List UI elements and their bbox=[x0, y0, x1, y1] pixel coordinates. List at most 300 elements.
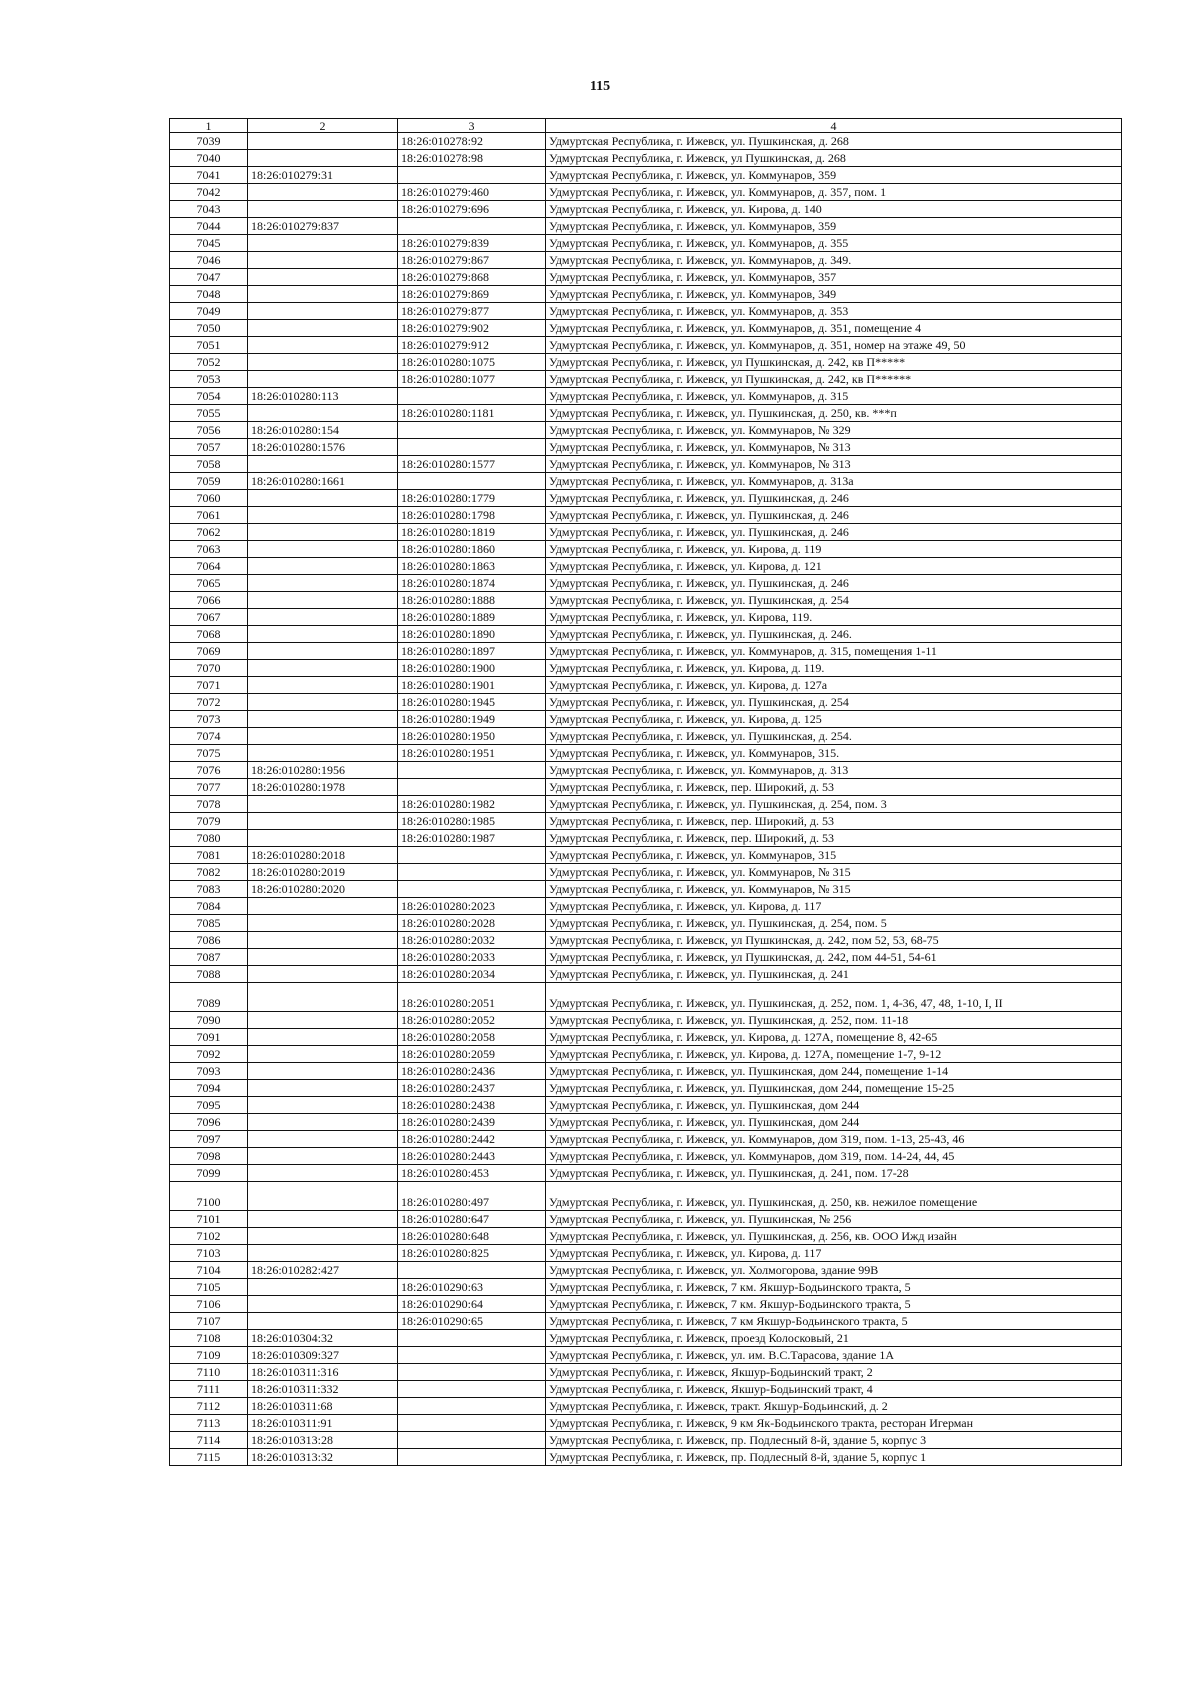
address-cell: Удмуртская Республика, г. Ижевск, ул. Коммунаров, № 329 bbox=[546, 422, 1122, 439]
address-cell: Удмуртская Республика, г. Ижевск, тракт. Якшур-Бодьинский, д. 2 bbox=[546, 1398, 1122, 1415]
building-cadastral-cell: 18:26:010290:64 bbox=[398, 1296, 546, 1313]
row-number-cell: 7049 bbox=[170, 303, 248, 320]
table-row bbox=[170, 660, 1122, 677]
table-row bbox=[170, 728, 1122, 745]
table-row bbox=[170, 541, 1122, 558]
land-cadastral-cell: 18:26:010311:332 bbox=[248, 1381, 398, 1398]
building-cadastral-cell: 18:26:010279:902 bbox=[398, 320, 546, 337]
land-cadastral-cell bbox=[248, 966, 398, 983]
building-cadastral-cell bbox=[398, 473, 546, 490]
table-row bbox=[170, 711, 1122, 728]
table-row bbox=[170, 932, 1122, 949]
building-cadastral-cell: 18:26:010280:648 bbox=[398, 1228, 546, 1245]
building-cadastral-cell: 18:26:010279:912 bbox=[398, 337, 546, 354]
land-cadastral-cell bbox=[248, 932, 398, 949]
building-cadastral-cell: 18:26:010280:1798 bbox=[398, 507, 546, 524]
row-number-cell: 7095 bbox=[170, 1097, 248, 1114]
row-number-cell: 7096 bbox=[170, 1114, 248, 1131]
address-cell: Удмуртская Республика, г. Ижевск, ул. Пушкинская, д. 246. bbox=[546, 626, 1122, 643]
row-number-cell: 7064 bbox=[170, 558, 248, 575]
table-row bbox=[170, 1165, 1122, 1182]
building-cadastral-cell: 18:26:010280:1863 bbox=[398, 558, 546, 575]
address-cell: Удмуртская Республика, г. Ижевск, ул. Коммунаров, 359 bbox=[546, 167, 1122, 184]
land-cadastral-cell: 18:26:010280:1978 bbox=[248, 779, 398, 796]
land-cadastral-cell bbox=[248, 1012, 398, 1029]
table-row bbox=[170, 184, 1122, 201]
table-row bbox=[170, 1296, 1122, 1313]
row-number-cell: 7089 bbox=[170, 983, 248, 1012]
building-cadastral-cell: 18:26:010280:2443 bbox=[398, 1148, 546, 1165]
table-row bbox=[170, 337, 1122, 354]
table-row bbox=[170, 1330, 1122, 1347]
building-cadastral-cell bbox=[398, 167, 546, 184]
row-number-cell: 7055 bbox=[170, 405, 248, 422]
table-row bbox=[170, 677, 1122, 694]
row-number-cell: 7066 bbox=[170, 592, 248, 609]
address-cell: Удмуртская Республика, г. Ижевск, пр. Подлесный 8-й, здание 5, корпус 3 bbox=[546, 1432, 1122, 1449]
address-cell: Удмуртская Республика, г. Ижевск, ул. Пушкинская, № 256 bbox=[546, 1211, 1122, 1228]
address-cell: Удмуртская Республика, г. Ижевск, ул. Кирова, д. 140 bbox=[546, 201, 1122, 218]
row-number-cell: 7092 bbox=[170, 1046, 248, 1063]
table-row bbox=[170, 167, 1122, 184]
table-row bbox=[170, 1432, 1122, 1449]
address-cell: Удмуртская Республика, г. Ижевск, ул. Пушкинская, д. 254 bbox=[546, 694, 1122, 711]
row-number-cell: 7102 bbox=[170, 1228, 248, 1245]
land-cadastral-cell bbox=[248, 286, 398, 303]
row-number-cell: 7113 bbox=[170, 1415, 248, 1432]
row-number-cell: 7039 bbox=[170, 133, 248, 150]
address-cell: Удмуртская Республика, г. Ижевск, ул. Пушкинская, д. 254, пом. 3 bbox=[546, 796, 1122, 813]
land-cadastral-cell: 18:26:010280:1661 bbox=[248, 473, 398, 490]
row-number-cell: 7100 bbox=[170, 1182, 248, 1211]
address-cell: Удмуртская Республика, г. Ижевск, ул Пушкинская, д. 268 bbox=[546, 150, 1122, 167]
row-number-cell: 7081 bbox=[170, 847, 248, 864]
building-cadastral-cell: 18:26:010280:1890 bbox=[398, 626, 546, 643]
land-cadastral-cell bbox=[248, 677, 398, 694]
address-cell: Удмуртская Республика, г. Ижевск, ул. Коммунаров, 359 bbox=[546, 218, 1122, 235]
row-number-cell: 7053 bbox=[170, 371, 248, 388]
address-cell: Удмуртская Республика, г. Ижевск, ул. Коммунаров, д. 313а bbox=[546, 473, 1122, 490]
table-row bbox=[170, 456, 1122, 473]
address-cell: Удмуртская Республика, г. Ижевск, ул. Пушкинская, дом 244, помещение 1-14 bbox=[546, 1063, 1122, 1080]
address-cell: Удмуртская Республика, г. Ижевск, ул. Пушкинская, д. 254, пом. 5 bbox=[546, 915, 1122, 932]
building-cadastral-cell: 18:26:010280:647 bbox=[398, 1211, 546, 1228]
building-cadastral-cell bbox=[398, 1432, 546, 1449]
building-cadastral-cell: 18:26:010279:867 bbox=[398, 252, 546, 269]
building-cadastral-cell: 18:26:010280:453 bbox=[398, 1165, 546, 1182]
building-cadastral-cell: 18:26:010279:868 bbox=[398, 269, 546, 286]
table-row bbox=[170, 1182, 1122, 1211]
address-cell: Удмуртская Республика, г. Ижевск, ул. Коммунаров, д. 351, номер на этаже 49, 50 bbox=[546, 337, 1122, 354]
land-cadastral-cell bbox=[248, 1063, 398, 1080]
address-cell: Удмуртская Республика, г. Ижевск, 7 км. Якшур-Бодьинского тракта, 5 bbox=[546, 1279, 1122, 1296]
row-number-cell: 7075 bbox=[170, 745, 248, 762]
address-cell: Удмуртская Республика, г. Ижевск, Якшур-Бодьинский тракт, 2 bbox=[546, 1364, 1122, 1381]
building-cadastral-cell: 18:26:010279:877 bbox=[398, 303, 546, 320]
land-cadastral-cell: 18:26:010280:154 bbox=[248, 422, 398, 439]
table-row bbox=[170, 898, 1122, 915]
building-cadastral-cell: 18:26:010290:65 bbox=[398, 1313, 546, 1330]
land-cadastral-cell bbox=[248, 949, 398, 966]
land-cadastral-cell bbox=[248, 252, 398, 269]
row-number-cell: 7086 bbox=[170, 932, 248, 949]
address-cell: Удмуртская Республика, г. Ижевск, ул. Пушкинская, д. 250, кв. нежилое помещение bbox=[546, 1182, 1122, 1211]
table-row bbox=[170, 1279, 1122, 1296]
land-cadastral-cell bbox=[248, 575, 398, 592]
table-row bbox=[170, 779, 1122, 796]
address-cell: Удмуртская Республика, г. Ижевск, ул. Коммунаров, д. 351, помещение 4 bbox=[546, 320, 1122, 337]
building-cadastral-cell: 18:26:010279:460 bbox=[398, 184, 546, 201]
land-cadastral-cell: 18:26:010311:316 bbox=[248, 1364, 398, 1381]
land-cadastral-cell bbox=[248, 456, 398, 473]
table-row bbox=[170, 1313, 1122, 1330]
row-number-cell: 7047 bbox=[170, 269, 248, 286]
column-header-4: 4 bbox=[546, 119, 1122, 133]
address-cell: Удмуртская Республика, г. Ижевск, ул. Коммунаров, д. 355 bbox=[546, 235, 1122, 252]
address-cell: Удмуртская Республика, г. Ижевск, ул. Кирова, д. 127А, помещение 1-7, 9-12 bbox=[546, 1046, 1122, 1063]
building-cadastral-cell bbox=[398, 1449, 546, 1466]
row-number-cell: 7112 bbox=[170, 1398, 248, 1415]
row-number-cell: 7072 bbox=[170, 694, 248, 711]
address-cell: Удмуртская Республика, г. Ижевск, ул. Кирова, д. 127а bbox=[546, 677, 1122, 694]
address-cell: Удмуртская Республика, г. Ижевск, ул. Пушкинская, д. 268 bbox=[546, 133, 1122, 150]
row-number-cell: 7070 bbox=[170, 660, 248, 677]
table-row bbox=[170, 966, 1122, 983]
building-cadastral-cell: 18:26:010280:2023 bbox=[398, 898, 546, 915]
land-cadastral-cell: 18:26:010280:2019 bbox=[248, 864, 398, 881]
table-row bbox=[170, 269, 1122, 286]
table-row bbox=[170, 643, 1122, 660]
address-cell: Удмуртская Республика, г. Ижевск, пер. Широкий, д. 53 bbox=[546, 813, 1122, 830]
building-cadastral-cell: 18:26:010280:2059 bbox=[398, 1046, 546, 1063]
row-number-cell: 7074 bbox=[170, 728, 248, 745]
table-row bbox=[170, 490, 1122, 507]
row-number-cell: 7054 bbox=[170, 388, 248, 405]
address-cell: Удмуртская Республика, г. Ижевск, ул. Пушкинская, д. 246 bbox=[546, 490, 1122, 507]
land-cadastral-cell bbox=[248, 728, 398, 745]
table-row bbox=[170, 1364, 1122, 1381]
address-cell: Удмуртская Республика, г. Ижевск, ул. Коммунаров, д. 353 bbox=[546, 303, 1122, 320]
row-number-cell: 7041 bbox=[170, 167, 248, 184]
address-cell: Удмуртская Республика, г. Ижевск, 9 км Як-Бодьинского тракта, ресторан Игерман bbox=[546, 1415, 1122, 1432]
address-cell: Удмуртская Республика, г. Ижевск, ул. Пушкинская, д. 250, кв. ***п bbox=[546, 405, 1122, 422]
row-number-cell: 7044 bbox=[170, 218, 248, 235]
table-row bbox=[170, 881, 1122, 898]
table-row bbox=[170, 1398, 1122, 1415]
table-row bbox=[170, 439, 1122, 456]
table-row bbox=[170, 1097, 1122, 1114]
table-row bbox=[170, 1262, 1122, 1279]
building-cadastral-cell: 18:26:010280:2033 bbox=[398, 949, 546, 966]
row-number-cell: 7062 bbox=[170, 524, 248, 541]
land-cadastral-cell bbox=[248, 133, 398, 150]
building-cadastral-cell: 18:26:010280:1945 bbox=[398, 694, 546, 711]
address-cell: Удмуртская Республика, г. Ижевск, ул. Пушкинская, д. 252, пом. 11-18 bbox=[546, 1012, 1122, 1029]
land-cadastral-cell bbox=[248, 745, 398, 762]
land-cadastral-cell bbox=[248, 150, 398, 167]
land-cadastral-cell bbox=[248, 694, 398, 711]
address-cell: Удмуртская Республика, г. Ижевск, ул. Коммунаров, д. 315 bbox=[546, 388, 1122, 405]
table-row bbox=[170, 949, 1122, 966]
table-row bbox=[170, 1148, 1122, 1165]
row-number-cell: 7076 bbox=[170, 762, 248, 779]
table-row bbox=[170, 983, 1122, 1012]
table-row bbox=[170, 626, 1122, 643]
table-row bbox=[170, 864, 1122, 881]
address-cell: Удмуртская Республика, г. Ижевск, ул. Кирова, д. 125 bbox=[546, 711, 1122, 728]
address-cell: Удмуртская Республика, г. Ижевск, пр. Подлесный 8-й, здание 5, корпус 1 bbox=[546, 1449, 1122, 1466]
building-cadastral-cell: 18:26:010280:1949 bbox=[398, 711, 546, 728]
building-cadastral-cell bbox=[398, 864, 546, 881]
building-cadastral-cell: 18:26:010280:1897 bbox=[398, 643, 546, 660]
address-cell: Удмуртская Республика, г. Ижевск, ул. Пушкинская, дом 244 bbox=[546, 1097, 1122, 1114]
building-cadastral-cell bbox=[398, 439, 546, 456]
building-cadastral-cell: 18:26:010280:2034 bbox=[398, 966, 546, 983]
table-row bbox=[170, 694, 1122, 711]
row-number-cell: 7083 bbox=[170, 881, 248, 898]
land-cadastral-cell bbox=[248, 592, 398, 609]
land-cadastral-cell: 18:26:010309:327 bbox=[248, 1347, 398, 1364]
table-row bbox=[170, 575, 1122, 592]
building-cadastral-cell: 18:26:010280:1951 bbox=[398, 745, 546, 762]
building-cadastral-cell: 18:26:010280:2439 bbox=[398, 1114, 546, 1131]
building-cadastral-cell bbox=[398, 218, 546, 235]
row-number-cell: 7067 bbox=[170, 609, 248, 626]
building-cadastral-cell: 18:26:010280:2028 bbox=[398, 915, 546, 932]
address-cell: Удмуртская Республика, г. Ижевск, ул. Пушкинская, д. 246 bbox=[546, 524, 1122, 541]
building-cadastral-cell bbox=[398, 847, 546, 864]
building-cadastral-cell: 18:26:010280:1181 bbox=[398, 405, 546, 422]
table-row bbox=[170, 1029, 1122, 1046]
row-number-cell: 7080 bbox=[170, 830, 248, 847]
building-cadastral-cell: 18:26:010279:869 bbox=[398, 286, 546, 303]
building-cadastral-cell: 18:26:010280:1901 bbox=[398, 677, 546, 694]
address-cell: Удмуртская Республика, г. Ижевск, ул. Коммунаров, д. 313 bbox=[546, 762, 1122, 779]
land-cadastral-cell bbox=[248, 1279, 398, 1296]
address-cell: Удмуртская Республика, г. Ижевск, ул. Пушкинская, д. 254 bbox=[546, 592, 1122, 609]
row-number-cell: 7073 bbox=[170, 711, 248, 728]
row-number-cell: 7060 bbox=[170, 490, 248, 507]
table-row bbox=[170, 303, 1122, 320]
row-number-cell: 7099 bbox=[170, 1165, 248, 1182]
address-cell: Удмуртская Республика, г. Ижевск, ул. Коммунаров, 315 bbox=[546, 847, 1122, 864]
row-number-cell: 7042 bbox=[170, 184, 248, 201]
land-cadastral-cell bbox=[248, 711, 398, 728]
row-number-cell: 7046 bbox=[170, 252, 248, 269]
row-number-cell: 7051 bbox=[170, 337, 248, 354]
land-cadastral-cell bbox=[248, 320, 398, 337]
row-number-cell: 7079 bbox=[170, 813, 248, 830]
page-number: 115 bbox=[589, 79, 611, 94]
table-row bbox=[170, 201, 1122, 218]
row-number-cell: 7078 bbox=[170, 796, 248, 813]
land-cadastral-cell bbox=[248, 915, 398, 932]
building-cadastral-cell bbox=[398, 1398, 546, 1415]
building-cadastral-cell: 18:26:010280:1987 bbox=[398, 830, 546, 847]
building-cadastral-cell: 18:26:010280:1577 bbox=[398, 456, 546, 473]
table-row bbox=[170, 745, 1122, 762]
address-cell: Удмуртская Республика, г. Ижевск, ул. Пушкинская, д. 254. bbox=[546, 728, 1122, 745]
row-number-cell: 7098 bbox=[170, 1148, 248, 1165]
table-row bbox=[170, 592, 1122, 609]
building-cadastral-cell bbox=[398, 1415, 546, 1432]
land-cadastral-cell bbox=[248, 405, 398, 422]
row-number-cell: 7087 bbox=[170, 949, 248, 966]
address-cell: Удмуртская Республика, г. Ижевск, ул. Коммунаров, № 315 bbox=[546, 881, 1122, 898]
building-cadastral-cell: 18:26:010280:2442 bbox=[398, 1131, 546, 1148]
address-cell: Удмуртская Республика, г. Ижевск, ул. Кирова, д. 127А, помещение 8, 42-65 bbox=[546, 1029, 1122, 1046]
land-cadastral-cell bbox=[248, 1182, 398, 1211]
land-cadastral-cell bbox=[248, 524, 398, 541]
address-cell: Удмуртская Республика, г. Ижевск, проезд Колосковый, 21 bbox=[546, 1330, 1122, 1347]
land-cadastral-cell bbox=[248, 1296, 398, 1313]
column-header-2: 2 bbox=[248, 119, 398, 133]
row-number-cell: 7082 bbox=[170, 864, 248, 881]
address-cell: Удмуртская Республика, г. Ижевск, ул. Кирова, д. 121 bbox=[546, 558, 1122, 575]
land-cadastral-cell bbox=[248, 1245, 398, 1262]
row-number-cell: 7058 bbox=[170, 456, 248, 473]
building-cadastral-cell: 18:26:010280:2052 bbox=[398, 1012, 546, 1029]
row-number-cell: 7104 bbox=[170, 1262, 248, 1279]
land-cadastral-cell bbox=[248, 269, 398, 286]
row-number-cell: 7069 bbox=[170, 643, 248, 660]
table-row bbox=[170, 388, 1122, 405]
address-cell: Удмуртская Республика, г. Ижевск, ул. Пушкинская, д. 246 bbox=[546, 507, 1122, 524]
table-row bbox=[170, 133, 1122, 150]
land-cadastral-cell: 18:26:010313:32 bbox=[248, 1449, 398, 1466]
land-cadastral-cell bbox=[248, 235, 398, 252]
address-cell: Удмуртская Республика, г. Ижевск, ул. Коммунаров, д. 357, пом. 1 bbox=[546, 184, 1122, 201]
land-cadastral-cell bbox=[248, 354, 398, 371]
building-cadastral-cell: 18:26:010280:2438 bbox=[398, 1097, 546, 1114]
row-number-cell: 7090 bbox=[170, 1012, 248, 1029]
row-number-cell: 7103 bbox=[170, 1245, 248, 1262]
land-cadastral-cell bbox=[248, 1097, 398, 1114]
land-cadastral-cell bbox=[248, 983, 398, 1012]
table-row bbox=[170, 847, 1122, 864]
building-cadastral-cell: 18:26:010280:1077 bbox=[398, 371, 546, 388]
address-cell: Удмуртская Республика, г. Ижевск, ул. Коммунаров, № 313 bbox=[546, 439, 1122, 456]
table-row bbox=[170, 1449, 1122, 1466]
table-row bbox=[170, 320, 1122, 337]
row-number-cell: 7107 bbox=[170, 1313, 248, 1330]
address-cell: Удмуртская Республика, г. Ижевск, ул. Коммунаров, № 313 bbox=[546, 456, 1122, 473]
row-number-cell: 7045 bbox=[170, 235, 248, 252]
building-cadastral-cell: 18:26:010280:1779 bbox=[398, 490, 546, 507]
table-row bbox=[170, 1063, 1122, 1080]
table-row bbox=[170, 1131, 1122, 1148]
building-cadastral-cell: 18:26:010280:1985 bbox=[398, 813, 546, 830]
land-cadastral-cell bbox=[248, 1165, 398, 1182]
land-cadastral-cell: 18:26:010311:91 bbox=[248, 1415, 398, 1432]
address-cell: Удмуртская Республика, г. Ижевск, ул Пушкинская, д. 242, кв П***** bbox=[546, 354, 1122, 371]
table-row bbox=[170, 609, 1122, 626]
address-cell: Удмуртская Республика, г. Ижевск, ул. Кирова, 119. bbox=[546, 609, 1122, 626]
land-cadastral-cell bbox=[248, 1228, 398, 1245]
address-cell: Удмуртская Республика, г. Ижевск, ул. Коммунаров, № 315 bbox=[546, 864, 1122, 881]
row-number-cell: 7063 bbox=[170, 541, 248, 558]
building-cadastral-cell: 18:26:010280:1900 bbox=[398, 660, 546, 677]
table-row bbox=[170, 371, 1122, 388]
land-cadastral-cell bbox=[248, 1046, 398, 1063]
building-cadastral-cell bbox=[398, 1347, 546, 1364]
column-header-1: 1 bbox=[170, 119, 248, 133]
address-cell: Удмуртская Республика, г. Ижевск, пер. Широкий, д. 53 bbox=[546, 830, 1122, 847]
address-cell: Удмуртская Республика, г. Ижевск, ул. им. В.С.Тарасова, здание 1А bbox=[546, 1347, 1122, 1364]
address-cell: Удмуртская Республика, г. Ижевск, ул. Пушкинская, д. 252, пом. 1, 4-36, 47, 48, 1-10, I, II bbox=[546, 983, 1122, 1012]
building-cadastral-cell: 18:26:010279:839 bbox=[398, 235, 546, 252]
building-cadastral-cell bbox=[398, 762, 546, 779]
building-cadastral-cell: 18:26:010280:1950 bbox=[398, 728, 546, 745]
building-cadastral-cell: 18:26:010280:1819 bbox=[398, 524, 546, 541]
table-row bbox=[170, 915, 1122, 932]
row-number-cell: 7111 bbox=[170, 1381, 248, 1398]
address-cell: Удмуртская Республика, г. Ижевск, ул. Кирова, д. 119 bbox=[546, 541, 1122, 558]
land-cadastral-cell bbox=[248, 337, 398, 354]
address-cell: Удмуртская Республика, г. Ижевск, пер. Широкий, д. 53 bbox=[546, 779, 1122, 796]
table-row bbox=[170, 1080, 1122, 1097]
land-cadastral-cell bbox=[248, 813, 398, 830]
building-cadastral-cell: 18:26:010280:1075 bbox=[398, 354, 546, 371]
building-cadastral-cell: 18:26:010280:1860 bbox=[398, 541, 546, 558]
land-cadastral-cell bbox=[248, 541, 398, 558]
row-number-cell: 7093 bbox=[170, 1063, 248, 1080]
building-cadastral-cell bbox=[398, 1262, 546, 1279]
land-cadastral-cell bbox=[248, 184, 398, 201]
land-cadastral-cell: 18:26:010282:427 bbox=[248, 1262, 398, 1279]
building-cadastral-cell bbox=[398, 1381, 546, 1398]
table-row bbox=[170, 252, 1122, 269]
address-cell: Удмуртская Республика, г. Ижевск, ул. Кирова, д. 119. bbox=[546, 660, 1122, 677]
address-cell: Удмуртская Республика, г. Ижевск, ул. Коммунаров, дом 319, пом. 1-13, 25-43, 46 bbox=[546, 1131, 1122, 1148]
table-row bbox=[170, 1245, 1122, 1262]
land-cadastral-cell bbox=[248, 796, 398, 813]
row-number-cell: 7088 bbox=[170, 966, 248, 983]
address-cell: Удмуртская Республика, г. Ижевск, Якшур-Бодьинский тракт, 4 bbox=[546, 1381, 1122, 1398]
land-cadastral-cell bbox=[248, 1029, 398, 1046]
building-cadastral-cell: 18:26:010280:2058 bbox=[398, 1029, 546, 1046]
land-cadastral-cell: 18:26:010280:2020 bbox=[248, 881, 398, 898]
table-row bbox=[170, 1415, 1122, 1432]
land-cadastral-cell: 18:26:010280:2018 bbox=[248, 847, 398, 864]
building-cadastral-cell: 18:26:010280:1874 bbox=[398, 575, 546, 592]
row-number-cell: 7052 bbox=[170, 354, 248, 371]
row-number-cell: 7084 bbox=[170, 898, 248, 915]
table-row bbox=[170, 1381, 1122, 1398]
land-cadastral-cell: 18:26:010313:28 bbox=[248, 1432, 398, 1449]
address-cell: Удмуртская Республика, г. Ижевск, ул Пушкинская, д. 242, пом 44-51, 54-61 bbox=[546, 949, 1122, 966]
land-cadastral-cell bbox=[248, 1313, 398, 1330]
address-cell: Удмуртская Республика, г. Ижевск, ул Пушкинская, д. 242, пом 52, 53, 68-75 bbox=[546, 932, 1122, 949]
land-cadastral-cell bbox=[248, 609, 398, 626]
table-row bbox=[170, 1211, 1122, 1228]
row-number-cell: 7114 bbox=[170, 1432, 248, 1449]
row-number-cell: 7040 bbox=[170, 150, 248, 167]
building-cadastral-cell: 18:26:010280:2032 bbox=[398, 932, 546, 949]
building-cadastral-cell: 18:26:010280:2051 bbox=[398, 983, 546, 1012]
table-row bbox=[170, 796, 1122, 813]
building-cadastral-cell bbox=[398, 422, 546, 439]
address-cell: Удмуртская Республика, г. Ижевск, ул. Коммунаров, дом 319, пом. 14-24, 44, 45 bbox=[546, 1148, 1122, 1165]
row-number-cell: 7077 bbox=[170, 779, 248, 796]
table-row bbox=[170, 150, 1122, 167]
table-row bbox=[170, 405, 1122, 422]
address-cell: Удмуртская Республика, г. Ижевск, ул. Пушкинская, дом 244 bbox=[546, 1114, 1122, 1131]
table-row bbox=[170, 507, 1122, 524]
address-cell: Удмуртская Республика, г. Ижевск, ул. Коммунаров, 349 bbox=[546, 286, 1122, 303]
table-row bbox=[170, 422, 1122, 439]
address-cell: Удмуртская Республика, г. Ижевск, ул. Пушкинская, д. 256, кв. ООО Ижд изайн bbox=[546, 1228, 1122, 1245]
